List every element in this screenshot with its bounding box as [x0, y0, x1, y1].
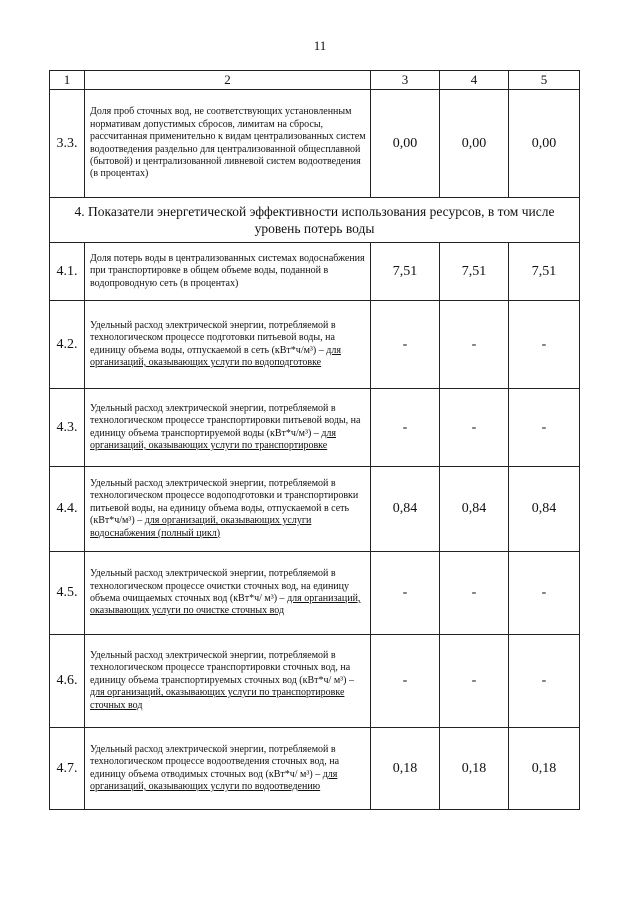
row-description [85, 301, 371, 389]
table-row [50, 552, 580, 635]
value-cell: - [371, 552, 440, 635]
row-number: 4.4. [50, 467, 85, 552]
value-cell: 0,00 [371, 90, 440, 198]
description-underlined: для организаций, оказывающих услуги по водоподготовке [90, 344, 341, 368]
table-row [50, 301, 580, 389]
description-underlined: для организаций, оказывающих услуги по транспортировке сточных вод [90, 687, 345, 711]
value-cell: 0,00 [440, 90, 509, 198]
value-cell: 0,84 [440, 467, 509, 552]
row-number: 4.1. [50, 243, 85, 301]
column-header: 1 [50, 71, 85, 90]
table-row [50, 90, 580, 198]
row-description [85, 90, 371, 198]
value-cell: 7,51 [371, 243, 440, 301]
row-number: 4.3. [50, 389, 85, 467]
row-description [85, 467, 371, 552]
table-header-row [50, 71, 580, 90]
row-number: 4.2. [50, 301, 85, 389]
description-text: Удельный расход электрической энергии, потребляемой в технологическом процессе подготовки питьевой воды, на единицу объема воды, отпускаемой в сеть (кВт*ч/м³) – [90, 319, 336, 356]
description-text: Удельный расход электрической энергии, потребляемой в технологическом процессе водоотведения сточных вод, на единицу объема отводимых сточных вод (кВт*ч/ м³) – [90, 743, 340, 780]
description-text: Доля проб сточных вод, не соответствующих установленным нормативам допустимых сбросов, лимитам на сбросы, рассчитанная применительно к видам централизованных систем водоотведения раздельно для централизованной общесплавной (бытовой) и централизованной ливневой систем водоотведения (в процентах) [90, 106, 366, 180]
value-cell: 0,84 [509, 467, 580, 552]
row-description [85, 389, 371, 467]
table-row [50, 467, 580, 552]
value-cell: - [440, 389, 509, 467]
section-heading-row [50, 198, 580, 243]
value-cell: 7,51 [509, 243, 580, 301]
table-row [50, 635, 580, 728]
value-cell: - [509, 552, 580, 635]
description-text: Удельный расход электрической энергии, потребляемой в технологическом процессе транспортировки сточных вод, на единицу объема транспортируемых сточных вод (кВт*ч/ м³) – [90, 649, 354, 686]
table-row [50, 243, 580, 301]
column-header: 2 [85, 71, 371, 90]
indicators-table [49, 70, 580, 810]
section-heading: 4. Показатели энергетической эффективности использования ресурсов, в том числе уровень потерь воды [50, 198, 580, 243]
value-cell: - [440, 301, 509, 389]
column-header: 5 [509, 71, 580, 90]
row-description [85, 728, 371, 810]
value-cell: - [440, 552, 509, 635]
row-number: 4.7. [50, 728, 85, 810]
value-cell: 0,00 [509, 90, 580, 198]
description-text: Удельный расход электрической энергии, потребляемой в технологическом процессе очистки сточных вод, на единицу объема очищаемых сточных вод (кВт*ч/ м³) – [90, 568, 350, 604]
description-underlined: для организаций, оказывающих услуги водоснабжения (полный цикл) [90, 515, 312, 539]
description-underlined: для организаций, оказывающих услуги по очистке сточных вод [90, 593, 361, 617]
row-description [85, 552, 371, 635]
value-cell: 0,18 [509, 728, 580, 810]
description-text: Доля потерь воды в централизованных системах водоснабжения при транспортировке в общем объеме воды, поданной в водопроводную сеть (в процентах) [90, 252, 365, 289]
row-description [85, 243, 371, 301]
value-cell: 0,84 [371, 467, 440, 552]
value-cell: - [509, 635, 580, 728]
value-cell: - [509, 301, 580, 389]
description-underlined: для организаций, оказывающих услуги по транспортировке [90, 427, 337, 451]
value-cell: - [371, 635, 440, 728]
value-cell: - [440, 635, 509, 728]
value-cell: 0,18 [371, 728, 440, 810]
row-number: 3.3. [50, 90, 85, 198]
value-cell: 0,18 [440, 728, 509, 810]
description-text: Удельный расход электрической энергии, потребляемой в технологическом процессе водоподготовки и транспортировки питьевой воды, на единицу объема воды, отпускаемой в сеть (кВт*ч/м³) – [90, 477, 359, 527]
column-header: 4 [440, 71, 509, 90]
value-cell: - [509, 389, 580, 467]
value-cell: 7,51 [440, 243, 509, 301]
row-number: 4.6. [50, 635, 85, 728]
table-row [50, 728, 580, 810]
page-number: 11 [313, 38, 327, 53]
row-description [85, 635, 371, 728]
column-header: 3 [371, 71, 440, 90]
table-row [50, 389, 580, 467]
value-cell: - [371, 301, 440, 389]
description-underlined: для организаций, оказывающих услуги по водоотведению [90, 768, 338, 792]
row-number: 4.5. [50, 552, 85, 635]
description-text: Удельный расход электрической энергии, потребляемой в технологическом процессе транспортировки питьевой воды, на единицу объема транспортируемой воды (кВт*ч/м³) – [90, 402, 361, 439]
value-cell: - [371, 389, 440, 467]
